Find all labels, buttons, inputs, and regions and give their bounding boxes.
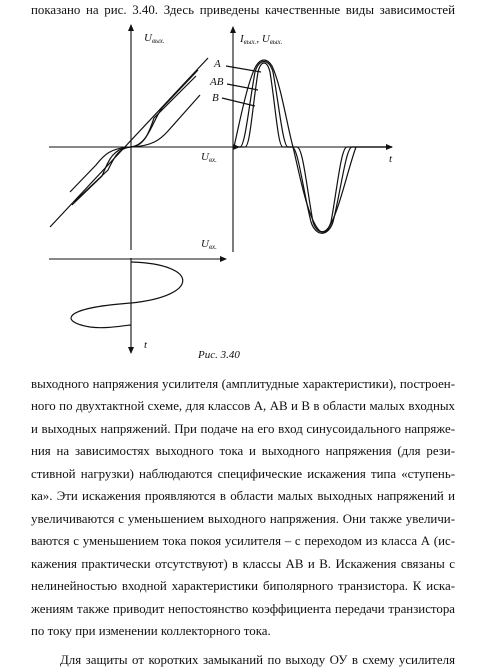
label-u-in: Uвх. (201, 151, 217, 164)
input-sine (71, 262, 183, 328)
curve-neg-b (70, 147, 131, 192)
label-i-u-out: Iвых., Uвых. (240, 33, 283, 46)
paragraph-last-line: Для защиты от коротких замыканий по выходу ОУ в схему усилителя (60, 653, 455, 667)
paragraph-line: жениям также приводит непостоянство коэффициента передачи транзистора (31, 602, 455, 616)
figure-caption: Рис. 3.40 (198, 349, 240, 361)
paragraph-line: ваются с уменьшением тока покоя усилителя – с переходом из класса А (ис- (31, 534, 455, 548)
label-u-out: Uвых. (144, 32, 165, 45)
label-class-ab: AB (210, 76, 224, 88)
paragraph-line: увеличиваются с уменьшением выходного напряжения. Они также увеличи- (31, 512, 455, 526)
paragraph-line: ния на зависимостях выходного тока и выходного напряжения (для рези- (31, 444, 455, 458)
curve-neg-ab2 (74, 147, 131, 202)
label-class-a: A (214, 58, 221, 70)
paragraph-line: кажения практически отсутствуют) в классы АВ и В. Искажения связаны с (31, 557, 455, 571)
paragraph-line: выходного напряжения усилителя (амплитудные характеристики), построен- (31, 377, 455, 391)
paragraph-line: ного по двухтактной схеме, для классов А, АВ и В в области малых входных (31, 399, 455, 413)
label-t-right: t (389, 153, 393, 165)
paragraph-line: ка». Эти искажения проявляются в области малых выходных напряжений и (31, 489, 455, 503)
paragraph-line: стивной нагрузки) наблюдаются специфические искажения типа «ступень- (31, 467, 455, 481)
label-u-in-bottom: Uвх. (201, 238, 217, 251)
label-t-bottom: t (144, 339, 148, 351)
paragraph-line: по току при изменении коллекторного тока. (31, 624, 271, 638)
label-class-b: B (212, 92, 219, 104)
paragraph-line: нелинейностью входной характеристики биполярного транзистора. К иска- (31, 579, 455, 593)
intro-line: показано на рис. 3.40. Здесь приведены качественные виды зависимостей (31, 3, 455, 17)
paragraph-line: и выходных напряжений. При подаче на его вход синусоидального напряже- (31, 422, 455, 436)
